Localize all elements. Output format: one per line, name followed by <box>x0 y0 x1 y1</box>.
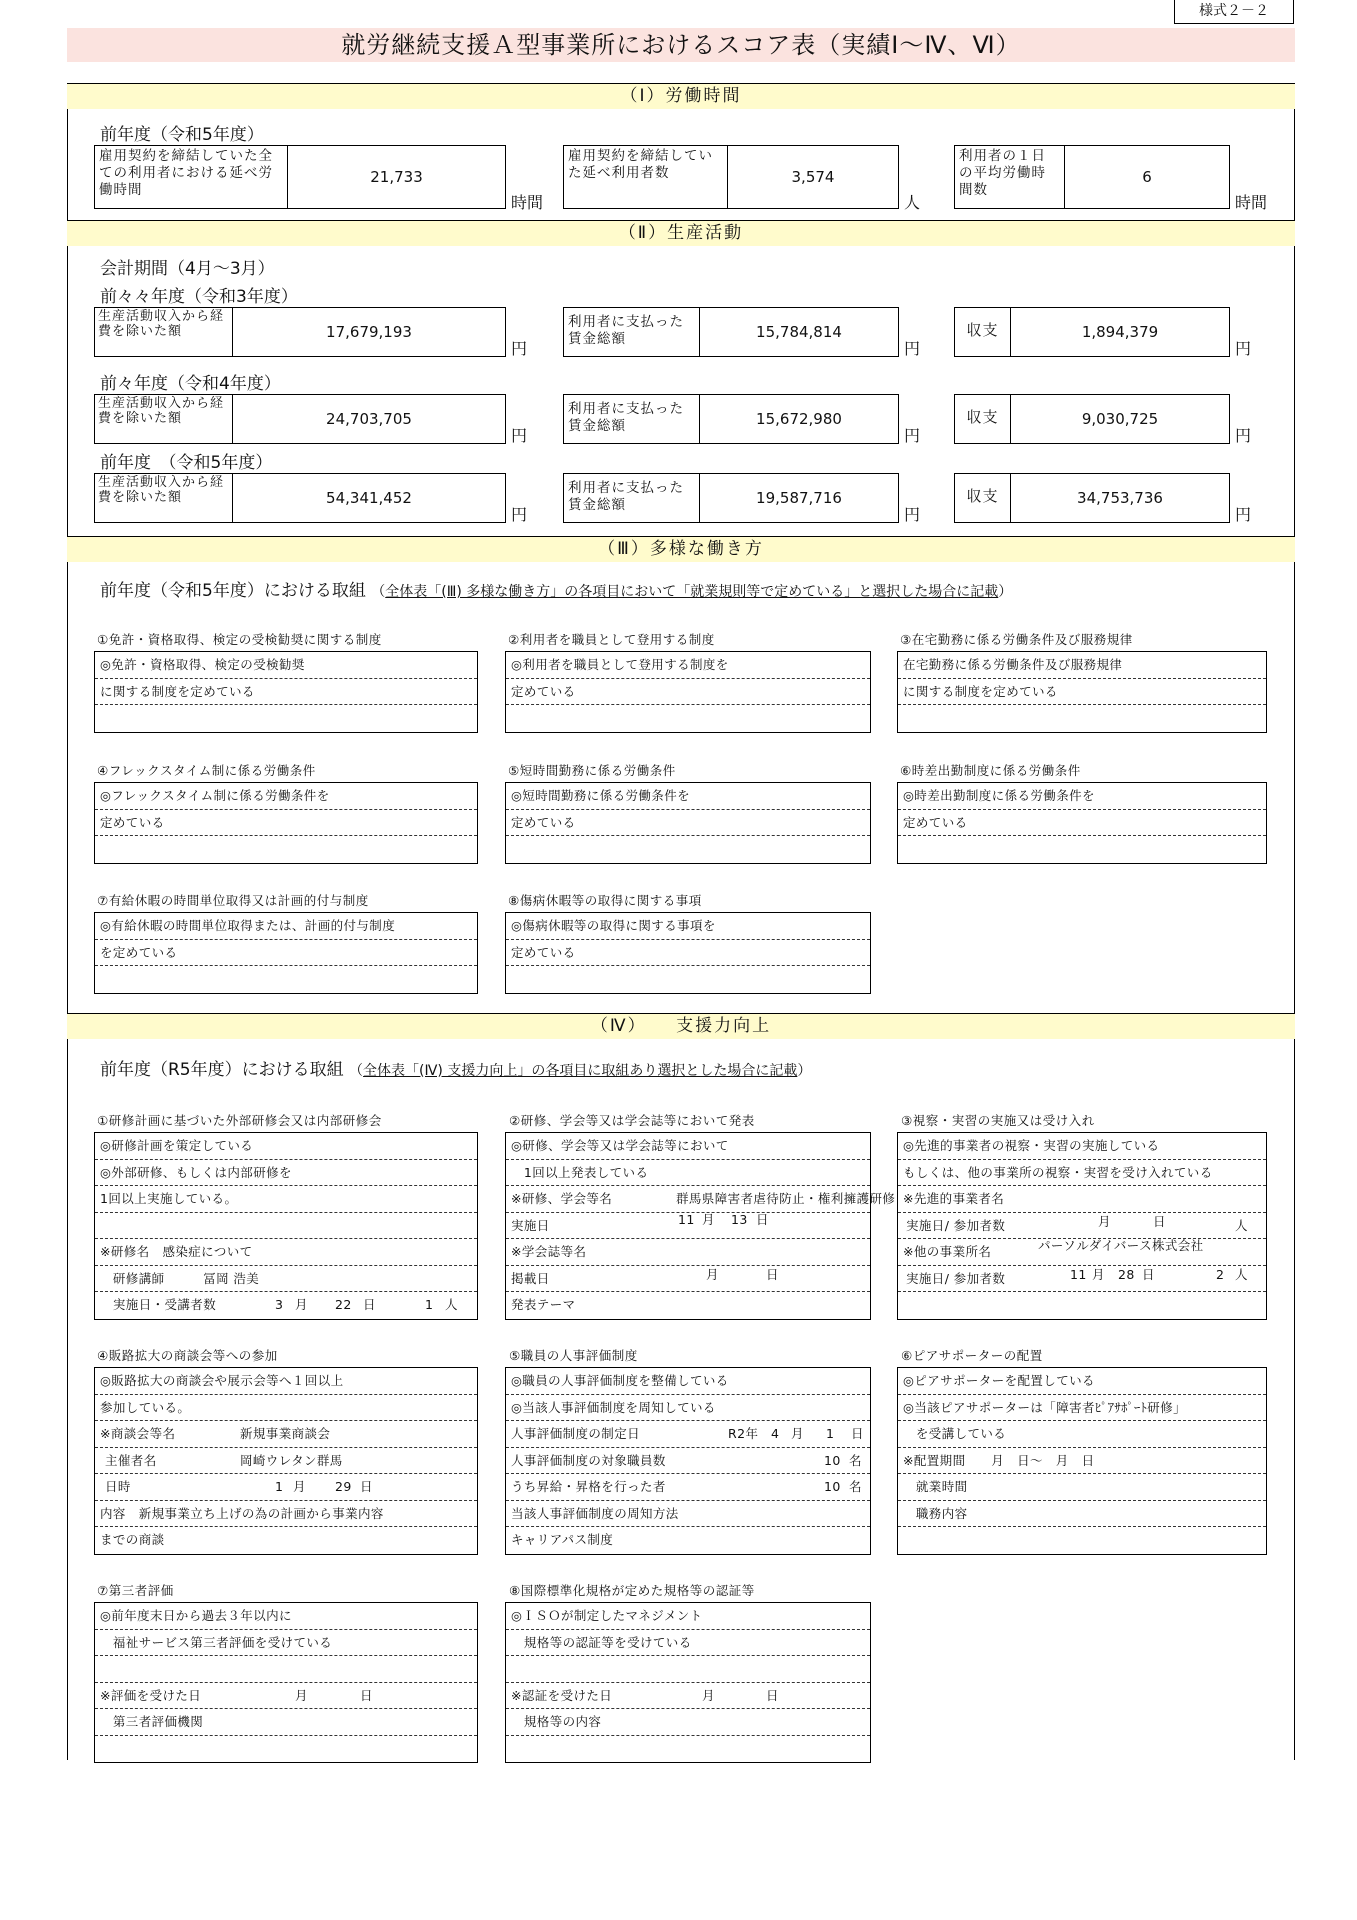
sec3-card <box>897 651 1267 733</box>
card-row: を定めている <box>95 940 477 967</box>
avg-hours-value: 6 <box>1142 168 1152 186</box>
established-year: R2年 <box>728 1426 759 1441</box>
card-row <box>506 1656 870 1683</box>
card-row: ※学会誌等名 <box>506 1239 870 1266</box>
unit-yen: 円 <box>511 339 528 358</box>
sec3-card-title: ③在宅勤務に係る労働条件及び服務規律 <box>900 632 1133 647</box>
total-users-box <box>563 145 899 209</box>
unit-hours-2: 時間 <box>1235 193 1268 212</box>
card-row <box>95 1421 477 1448</box>
sec4-note-close: ） <box>797 1063 812 1079</box>
wage-value: 15,784,814 <box>756 323 842 341</box>
card-row: 第三者評価機関 <box>95 1709 477 1736</box>
card-row <box>506 836 870 863</box>
total-users-caption: 雇用契約を締結していた延べ利用者数 <box>564 146 728 208</box>
balance-value: 9,030,725 <box>1081 410 1159 428</box>
card-row <box>506 1213 870 1240</box>
sec4-card6 <box>897 1367 1267 1555</box>
promoted-value: 10 <box>824 1479 841 1494</box>
sec4-card1-title: ①研修計画に基づいた外部研修会又は内部研修会 <box>97 1113 382 1128</box>
sec4-card2-title: ②研修、学会等又は学会誌等において発表 <box>509 1113 755 1128</box>
card-row: ◎傷病休暇等の取得に関する事項を <box>506 913 870 940</box>
sec3-note-close: ） <box>998 584 1013 600</box>
section-3-header: （Ⅲ）多様な働き方 <box>67 536 1295 562</box>
card-row <box>506 1266 870 1293</box>
sec3-card <box>505 651 871 733</box>
card-row: ◎外部研修、もしくは内部研修を <box>95 1160 477 1187</box>
card-row: キャリアパス制度 <box>511 1532 614 1547</box>
income-value: 24,703,705 <box>326 410 412 428</box>
wage-value: 15,672,980 <box>756 410 842 428</box>
unit-yen: 円 <box>1235 426 1252 445</box>
day-value: 29 <box>335 1479 352 1494</box>
sec4-card8-title: ⑧国際標準化規格が定めた規格等の認証等 <box>509 1583 755 1598</box>
count-unit: 人 <box>445 1297 458 1312</box>
count-unit: 人 <box>1235 1266 1248 1282</box>
card-row <box>95 1474 477 1501</box>
count-unit: 人 <box>1235 1217 1248 1233</box>
sec3-card-title: ⑤短時間勤務に係る労働条件 <box>508 763 676 778</box>
card-row: ◎販路拡大の商談会や展示会等へ１回以上 <box>95 1368 477 1395</box>
balance-caption: 収支 <box>955 474 1011 522</box>
card-row: 定めている <box>506 679 870 706</box>
card-row: 定めている <box>898 810 1266 837</box>
society-label: ※研修、学会等名 <box>511 1191 613 1206</box>
card-row <box>95 1683 477 1710</box>
unit-yen: 円 <box>904 426 921 445</box>
sec3-card-title: ④フレックスタイム制に係る労働条件 <box>97 763 316 778</box>
sec4-note: 全体表「(Ⅳ) 支援力向上」の各項目に取組あり選択とした場合に記載 <box>363 1063 798 1079</box>
card-row: ◎フレックスタイム制に係る労働条件を <box>95 783 477 810</box>
month-value: 1 <box>275 1479 284 1494</box>
unit-hours-1: 時間 <box>511 193 544 212</box>
card-row: 当該人事評価制度の周知方法 <box>506 1501 870 1528</box>
eval-date-label: ※評価を受けた日 <box>100 1687 202 1703</box>
target-value: 10 <box>824 1452 841 1468</box>
income-value: 54,341,452 <box>326 489 412 507</box>
sec4-card5-title: ⑤職員の人事評価制度 <box>509 1348 638 1363</box>
card-row: 定めている <box>506 940 870 967</box>
sec3-card <box>505 782 871 864</box>
wage-box <box>563 473 899 523</box>
sec3-note: 全体表「(Ⅲ) 多様な働き方」の各項目において「就業規則等で定めている」と選択した場合に記載 <box>385 584 999 600</box>
cert-date-label: ※認証を受けた日 <box>511 1687 613 1703</box>
card-row: ◎職員の人事評価制度を整備している <box>506 1368 870 1395</box>
card-row <box>95 1656 477 1683</box>
sec4-note-open: （ <box>349 1063 364 1079</box>
card-row: ◎短時間勤務に係る労働条件を <box>506 783 870 810</box>
card-row: ◎利用者を職員として登用する制度を <box>506 652 870 679</box>
income-box <box>94 307 506 357</box>
sec4-card8 <box>505 1602 871 1763</box>
card-row: ◎研修計画を策定している <box>95 1133 477 1160</box>
card-row: ◎時差出勤制度に係る労働条件を <box>898 783 1266 810</box>
income-caption: 生産活動収入から経費を除いた額 <box>95 474 233 522</box>
year-label: 前々年度（令和4年度） <box>100 374 281 394</box>
host-value: 岡崎ウレタン群馬 <box>240 1452 343 1468</box>
wage-caption: 利用者に支払った賃金総額 <box>564 395 700 443</box>
card-row <box>898 836 1266 863</box>
day-value: 28 <box>1118 1266 1135 1282</box>
card-row <box>506 1421 870 1448</box>
unit-yen: 円 <box>904 505 921 524</box>
card-row <box>506 1448 870 1475</box>
promoted-unit: 名 <box>849 1479 862 1494</box>
avg-hours-caption: 利用者の１日の平均労働時間数 <box>955 146 1065 208</box>
balance-box <box>954 307 1230 357</box>
document-title: 就労継続支援Ａ型事業所におけるスコア表（実績Ⅰ～Ⅳ、Ⅵ） <box>67 28 1295 62</box>
total-work-hours-box <box>94 145 506 209</box>
section-2-header: （Ⅱ）生産活動 <box>67 220 1295 246</box>
sec3-note-open: （ <box>371 584 386 600</box>
income-caption: 生産活動収入から経費を除いた額 <box>95 395 233 443</box>
month-value: 11 <box>1070 1266 1087 1282</box>
accounting-period: 会計期間（4月～3月） <box>100 259 275 279</box>
card-row: 1回以上発表している <box>506 1160 870 1187</box>
count-value: 2 <box>1216 1266 1225 1282</box>
established-label: 人事評価制度の制定日 <box>511 1426 641 1441</box>
day-unit: 日 <box>360 1687 373 1703</box>
host-label: 主催者名 <box>105 1452 157 1468</box>
card-row: 規格等の認証等を受けている <box>506 1630 870 1657</box>
balance-caption: 収支 <box>955 308 1011 356</box>
event-label: ※商談会等名 <box>100 1426 176 1441</box>
form-number: 様式２－２ <box>1174 0 1294 24</box>
month-unit: 月 <box>295 1297 308 1312</box>
sec3-card-title: ⑧傷病休暇等の取得に関する事項 <box>508 893 702 908</box>
month-unit: 月 <box>1092 1266 1105 1282</box>
card-row: 職務内容 <box>898 1501 1266 1528</box>
day-unit: 日 <box>766 1687 779 1703</box>
card-row: ◎ＩＳＯが制定したマネジメント <box>506 1603 870 1630</box>
card-row: ◎当該ピアサポーターは「障害者ﾋﾟｱｻﾎﾟｰﾄ研修」 <box>898 1395 1266 1422</box>
card-row <box>95 1448 477 1475</box>
income-caption: 生産活動収入から経費を除いた額 <box>95 308 233 356</box>
total-users-value: 3,574 <box>791 168 835 186</box>
card-row <box>898 1266 1266 1293</box>
day-unit: 日 <box>360 1479 373 1494</box>
card-row: 研修講師 冨岡 浩美 <box>95 1266 477 1293</box>
sec4-intro-text: 前年度（R5年度）における取組 <box>100 1060 344 1080</box>
month-unit: 月 <box>702 1211 715 1227</box>
card-row: 参加している。 <box>95 1395 477 1422</box>
card-row <box>506 1683 870 1710</box>
society-value: 群馬県障害者虐待防止・権利擁護研修 <box>676 1191 896 1206</box>
sec4-card2 <box>505 1132 896 1320</box>
card-row: を受講している <box>898 1421 1266 1448</box>
card-row: 定めている <box>95 810 477 837</box>
card-row: 福祉サービス第三者評価を受けている <box>95 1630 477 1657</box>
sec3-card-title: ①免許・資格取得、検定の受検勧奨に関する制度 <box>97 632 382 647</box>
total-work-hours-caption: 雇用契約を締結していた全ての利用者における延べ労働時間 <box>95 146 288 208</box>
card-row: ◎当該人事評価制度を周知している <box>506 1395 870 1422</box>
card-row: もしくは、他の事業所の視察・実習を受け入れている <box>898 1160 1266 1187</box>
card-row: ◎研修、学会等又は学会誌等において <box>506 1133 870 1160</box>
sec3-card <box>505 912 871 994</box>
unit-yen: 円 <box>1235 505 1252 524</box>
card-row: 1回以上実施している。 <box>95 1186 477 1213</box>
sec3-card-title: ②利用者を職員として登用する制度 <box>508 632 715 647</box>
date-label: 実施日・受講者数 <box>100 1297 217 1312</box>
sec4-card3 <box>897 1132 1267 1320</box>
count-value: 1 <box>425 1297 434 1312</box>
month-value: 11 <box>678 1211 695 1227</box>
card-row <box>898 1292 1266 1319</box>
income-box <box>94 394 506 444</box>
sec1-period: 前年度（令和5年度） <box>100 125 264 145</box>
sec4-card7-title: ⑦第三者評価 <box>97 1583 174 1598</box>
section-1-header: （Ⅰ）労働時間 <box>67 83 1295 109</box>
section-4-header: （Ⅳ） 支援力向上 <box>67 1013 1295 1039</box>
year-label: 前々々年度（令和3年度） <box>100 287 298 307</box>
card-row: 在宅勤務に係る労働条件及び服務規律 <box>898 652 1266 679</box>
card-row <box>95 836 477 863</box>
sec3-intro-text: 前年度（令和5年度）における取組 <box>100 581 366 601</box>
day-unit: 日 <box>851 1426 864 1441</box>
wage-box <box>563 307 899 357</box>
sec4-card6-title: ⑥ピアサポーターの配置 <box>901 1348 1043 1363</box>
pub-label: 掲載日 <box>511 1270 550 1286</box>
card-row: ※配置期間 月 日～ 月 日 <box>898 1448 1266 1475</box>
sec4-card3-title: ③視察・実習の実施又は受け入れ <box>901 1113 1095 1128</box>
sec4-card4-title: ④販路拡大の商談会等への参加 <box>97 1348 278 1363</box>
card-row: 規格等の内容 <box>506 1709 870 1736</box>
sec4-card7 <box>94 1602 478 1763</box>
total-work-hours-value: 21,733 <box>370 168 423 186</box>
card-row <box>95 705 477 732</box>
day-unit: 日 <box>756 1211 769 1227</box>
card-row: 就業時間 <box>898 1474 1266 1501</box>
unit-people: 人 <box>904 193 921 212</box>
sec3-intro <box>100 576 1012 601</box>
card-row: ◎先進的事業者の視察・実習の実施している <box>898 1133 1266 1160</box>
wage-caption: 利用者に支払った賃金総額 <box>564 474 700 522</box>
card-row <box>898 1527 1266 1554</box>
year-label: 前年度 （令和5年度） <box>100 453 273 473</box>
wage-box <box>563 394 899 444</box>
date-label: 実施日 <box>511 1217 550 1233</box>
balance-box <box>954 473 1230 523</box>
sec4-card5 <box>505 1367 871 1555</box>
sec3-card <box>94 912 478 994</box>
card-row: ◎前年度末日から過去３年以内に <box>95 1603 477 1630</box>
target-unit: 名 <box>849 1452 862 1468</box>
unit-yen: 円 <box>904 339 921 358</box>
card-row: ※研修名 感染症について <box>95 1239 477 1266</box>
card-row <box>898 705 1266 732</box>
card-row: ◎免許・資格取得、検定の受検勧奨 <box>95 652 477 679</box>
balance-value: 34,753,736 <box>1077 489 1163 507</box>
income-value: 17,679,193 <box>326 323 412 341</box>
month-unit: 月 <box>1098 1213 1111 1229</box>
card-row <box>95 966 477 993</box>
card-row: ◎有給休暇の時間単位取得または、計画的付与制度 <box>95 913 477 940</box>
wage-caption: 利用者に支払った賃金総額 <box>564 308 700 356</box>
day-value: 13 <box>731 1211 748 1227</box>
day-unit: 日 <box>1142 1266 1155 1282</box>
card-row: 内容 新規事業立ち上げの為の計画から事業内容 <box>95 1501 477 1528</box>
card-row <box>506 705 870 732</box>
card-row: に関する制度を定めている <box>95 679 477 706</box>
adv-date-label: 実施日/ 参加者数 <box>906 1217 1006 1233</box>
sec3-card-title: ⑥時差出勤制度に係る労働条件 <box>900 763 1081 778</box>
wage-value: 19,587,716 <box>756 489 842 507</box>
day-unit: 日 <box>766 1266 779 1282</box>
established-day: 1 <box>826 1426 835 1441</box>
card-row: ※先進的事業者名 <box>898 1186 1266 1213</box>
sec3-card <box>94 782 478 864</box>
card-row-date <box>95 1292 477 1319</box>
month-unit: 月 <box>293 1479 306 1494</box>
month-unit: 月 <box>791 1426 804 1441</box>
unit-yen: 円 <box>1235 339 1252 358</box>
month-unit: 月 <box>706 1266 719 1282</box>
card-row <box>506 1474 870 1501</box>
card-row: ◎ピアサポーターを配置している <box>898 1368 1266 1395</box>
card-row <box>95 1736 477 1763</box>
day-value: 22 <box>335 1297 352 1312</box>
promoted-label: うち昇給・昇格を行った者 <box>511 1479 666 1494</box>
sec3-card-title: ⑦有給休暇の時間単位取得又は計画的付与制度 <box>97 893 369 908</box>
established-month: 4 <box>771 1426 780 1441</box>
card-row: に関する制度を定めている <box>898 679 1266 706</box>
other-value: パーソルダイバース株式会社 <box>1038 1238 1204 1253</box>
balance-caption: 収支 <box>955 395 1011 443</box>
month-unit: 月 <box>702 1687 715 1703</box>
event-value: 新規事業商談会 <box>240 1426 331 1441</box>
month-unit: 月 <box>295 1687 308 1703</box>
card-row <box>95 1213 477 1240</box>
card-row: 定めている <box>506 810 870 837</box>
sec3-card <box>897 782 1267 864</box>
income-box <box>94 473 506 523</box>
other-date-label: 実施日/ 参加者数 <box>906 1270 1006 1286</box>
avg-hours-box <box>954 145 1230 209</box>
other-label: ※他の事業所名 <box>903 1244 992 1259</box>
balance-box <box>954 394 1230 444</box>
card-row: までの商談 <box>100 1532 165 1547</box>
sec4-card1 <box>94 1132 478 1320</box>
card-row <box>506 1736 870 1763</box>
month-value: 3 <box>275 1297 284 1312</box>
day-unit: 日 <box>363 1297 376 1312</box>
day-unit: 日 <box>1153 1213 1166 1229</box>
sec3-card <box>94 651 478 733</box>
target-label: 人事評価制度の対象職員数 <box>511 1452 666 1468</box>
sec4-card4 <box>94 1367 478 1555</box>
card-row <box>506 966 870 993</box>
sec4-intro <box>100 1055 811 1080</box>
card-row: 発表テーマ <box>511 1297 576 1312</box>
unit-yen: 円 <box>511 426 528 445</box>
balance-value: 1,894,379 <box>1081 323 1159 341</box>
date-label: 日時 <box>105 1479 131 1494</box>
unit-yen: 円 <box>511 505 528 524</box>
